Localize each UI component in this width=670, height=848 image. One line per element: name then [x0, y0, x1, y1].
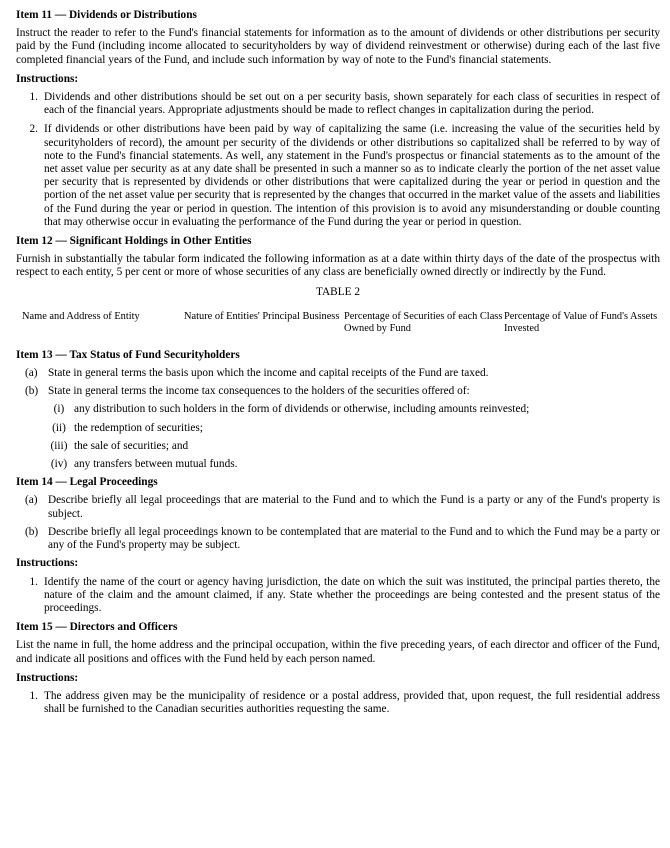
item-13-part-b — [16, 385, 660, 398]
item-12-body: Furnish in substantially the tabular form indicated the following information as at a date within thirty days of the date of the prospectus with respect to each entity, 5 per cent or more of whose securities of any class are beneficially owned directly or indirectly by the Fund. — [16, 253, 660, 279]
instruction-number: 1. — [29, 689, 38, 702]
item-14-instruction-1 — [16, 576, 660, 616]
sub-label: (iii) — [50, 439, 68, 452]
table-2-title: TABLE 2 — [316, 285, 360, 298]
table-2-header-row — [16, 311, 660, 335]
table-column-header: Percentage of Securities of each Class Owned by Fund — [344, 310, 503, 334]
item-13-sub-ii — [16, 422, 660, 435]
table-column-header: Percentage of Value of Fund's Assets Invested — [504, 310, 658, 334]
item-15-heading: Item 15 — Directors and Officers — [16, 621, 178, 634]
item-13-part-a — [16, 367, 660, 380]
item-13-sub-iii — [16, 440, 660, 453]
part-label: (b) — [25, 525, 39, 538]
item-14-part-a — [16, 494, 660, 520]
part-text: State in general terms the basis upon which the income and capital receipts of the Fund are taxed. — [48, 367, 489, 380]
sub-text: the redemption of securities; — [74, 421, 203, 434]
item-11-body: Instruct the reader to refer to the Fund's financial statements for information as to the amount of dividends or other distributions per security paid by the Fund (including income allocated to securityholders by way of dividend reinvestment or otherwise) during each of the last five completed financial years of the Fund, and include such information by way of note to the Fund's financial statements. — [16, 27, 660, 66]
part-text: Describe briefly all legal proceedings known to be contemplated that are material to the Fund and to which the Fund may be a party or any of the Fund's property may be subject. — [48, 525, 660, 552]
item-14-heading: Item 14 — Legal Proceedings — [16, 476, 158, 489]
item-15-instructions-label: Instructions: — [16, 671, 79, 684]
item-13-heading: Item 13 — Tax Status of Fund Securityholders — [16, 348, 240, 361]
sub-label: (ii) — [52, 421, 66, 434]
part-text: Describe briefly all legal proceedings that are material to the Fund and to which the Fund is a party or any of the Fund's property is subject. — [48, 494, 660, 520]
item-11-instruction-1 — [16, 91, 660, 117]
item-14-instructions-label: Instructions: — [16, 557, 79, 570]
item-11-instructions-label: Instructions: — [16, 72, 79, 85]
instruction-text: Identify the name of the court or agency having jurisdiction, the date on which the suit was instituted, the principal parties thereto, the nature of the claim and the amount claimed, if any. State whether the proceedings are being contested and the present status of the proceedings. — [44, 575, 660, 614]
instruction-text: The address given may be the municipality of residence or a postal address, provided that, upon request, the full residential address shall be furnished to the Canadian securities authorities requesting the same. — [44, 689, 660, 716]
part-label: (a) — [25, 494, 38, 507]
sub-text: any distribution to such holders in the form of dividends or otherwise, including amounts reinvested; — [74, 403, 530, 416]
item-12-heading: Item 12 — Significant Holdings in Other Entities — [16, 235, 252, 248]
item-15-instruction-1 — [16, 690, 660, 716]
instruction-text: Dividends and other distributions should be set out on a per security basis, shown separately for each class of securities in respect of each of the financial years. Appropriate adjustments should be made to reflect changes in capitalization during the period. — [44, 91, 660, 117]
instruction-text: If dividends or other distributions have been paid by way of capitalizing the same (i.e. increasing the value of the securities held by securityholders of record), the amount per security of the dividends or other distributions so capitalized shall be referred to by way of note to the Fund's financial statements. As well, any statement in the Fund's prospectus or financial statements as to the amount of the net asset value per security as at any date shall be presented in such a manner so as to indicate clearly the portion of the net asset value per security that is represented by dividends or other distributions that were capitalized during the year or period in question and the portion of the net asset value per security that is represented by the changes that occurred in the market value of the assets and liabilities of the Fund during the year or period in question. The intention of this provision is to avoid any misunderstanding or double counting that may otherwise occur in evaluating the performance of the Fund during the year or period in question. — [44, 123, 660, 228]
sub-text: the sale of securities; and — [74, 439, 189, 452]
instruction-number: 1. — [29, 575, 38, 588]
table-column-header: Nature of Entities' Principal Business — [184, 310, 340, 322]
instruction-number: 2. — [29, 123, 38, 136]
table-column-header: Name and Address of Entity — [22, 310, 140, 322]
item-11-instruction-2 — [16, 123, 660, 229]
part-text: State in general terms the income tax consequences to the holders of the securities offered of: — [48, 385, 470, 398]
sub-label: (i) — [53, 403, 65, 416]
sub-label: (iv) — [50, 458, 68, 471]
item-15-body: List the name in full, the home address and the principal occupation, within the five preceding years, of each director and officer of the Fund, and indicate all positions and offices with the Fund held by each person named. — [16, 639, 660, 665]
part-label: (b) — [25, 385, 39, 398]
part-label: (a) — [25, 367, 38, 380]
sub-text: any transfers between mutual funds. — [74, 458, 238, 471]
item-13-sub-iv — [16, 458, 660, 471]
item-14-part-b — [16, 526, 660, 552]
item-13-sub-i — [16, 403, 660, 416]
item-11-heading: Item 11 — Dividends or Distributions — [16, 9, 197, 21]
instruction-number: 1. — [29, 91, 38, 104]
